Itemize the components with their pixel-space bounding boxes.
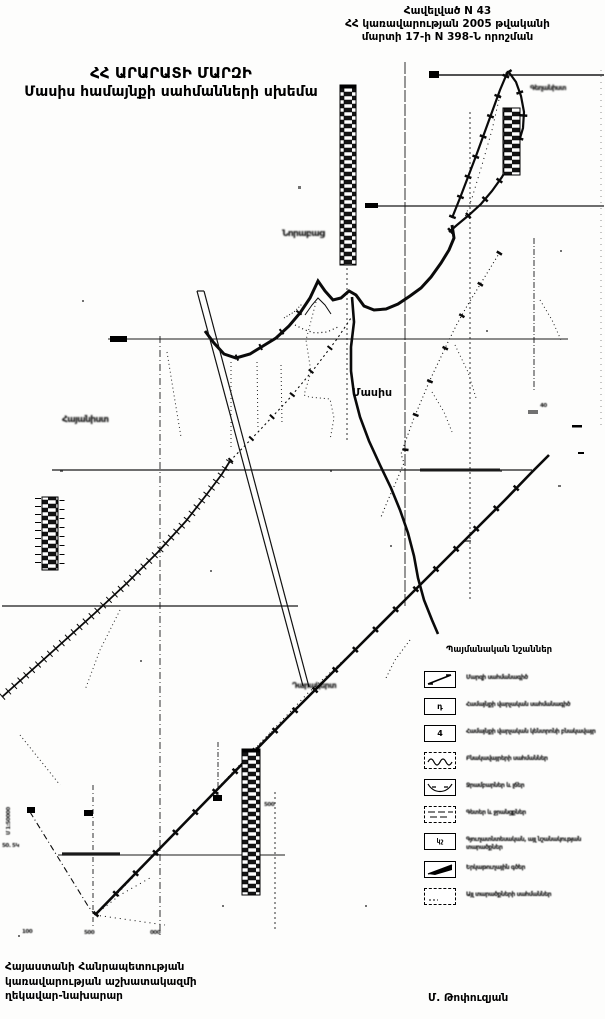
annex-reference: [295, 5, 600, 43]
footer-line-3: ղեկավար-նախարար: [5, 990, 123, 1003]
legend-item: [424, 806, 604, 823]
footer-line-2: կառավարության աշխատակազմի: [5, 975, 197, 988]
legend-item-label: Համայնքի վարչական կենտրոնի բնակավայր: [466, 728, 596, 735]
legend-item: [424, 752, 604, 769]
legend-item: [424, 888, 604, 905]
community-center-symbol: [424, 725, 456, 742]
railway-symbol: [424, 861, 456, 878]
legend-item-label: Երկաթուղային գծեր: [466, 864, 526, 871]
legend-item-label: Բնակավայրերի սահմաններ: [466, 755, 548, 762]
road-line: [205, 225, 454, 358]
legend-item: [424, 779, 604, 796]
land-use-symbol: [424, 833, 456, 850]
annex-line-1: Հավելված N 43: [403, 5, 492, 17]
railroad-strip-top-center: [340, 88, 356, 265]
legend-title: Պայմանական նշաններ: [446, 645, 553, 655]
legend: [424, 645, 604, 915]
map-label-south-settlement: Դարակերտ: [292, 681, 337, 690]
region-boundary-symbol: [424, 671, 456, 688]
annex-line-2: ՀՀ կառավարության 2005 թվականի: [345, 17, 550, 30]
legend-item-label: Գյուղատնտեսական, այլ նշանակության տարածքներ: [466, 836, 582, 851]
title-scheme: Մասիս համայնքի սահմանների սխեմա: [24, 84, 318, 100]
signatory-title-block: [5, 960, 305, 1004]
central-boundary-south: [351, 297, 438, 634]
grid-mark: 500: [264, 802, 275, 808]
map-label-northeast-settlement: Գեղանիստ: [530, 84, 566, 92]
grid-mark: 50. 5Կ: [2, 843, 20, 849]
legend-symbol-glyph: կշ: [436, 837, 444, 845]
annex-line-3: մարտի 17-ի N 398-Ն որոշման: [361, 30, 534, 43]
settlement-boundary-symbol: [424, 752, 456, 769]
grid-mark: 40: [540, 403, 547, 409]
legend-symbol-glyph: 4: [437, 728, 443, 738]
legend-item: [424, 861, 604, 878]
map-label-north-settlement: Նորաբաց: [282, 229, 325, 239]
legend-item: [424, 725, 604, 742]
community-boundary-symbol: [424, 698, 456, 715]
map-label-west-settlement: Հայանիստ: [62, 415, 109, 425]
other-areas-symbol: [424, 888, 456, 905]
railroad-strip-west: [42, 497, 58, 570]
legend-symbol-glyph: դ: [437, 701, 443, 711]
legend-item: [424, 698, 604, 715]
legend-item: [424, 671, 604, 688]
railroad-strip-northeast: [503, 108, 520, 175]
legend-item-label: Ջրամբարներ և լճեր: [466, 782, 525, 789]
grid-mark: 500: [84, 930, 95, 936]
legend-item: [424, 833, 604, 851]
map-label-community: Մասիս: [352, 386, 393, 399]
railroad-strip-bottom: [242, 752, 260, 895]
legend-item-label: Մարզի սահմանագիծ: [466, 674, 528, 681]
river-symbol: [424, 806, 456, 823]
footer-line-1: Հայաստանի Հանրապետության: [5, 961, 185, 973]
grid-mark: 000: [150, 930, 161, 936]
reservoir-symbol: [424, 779, 456, 796]
legend-item-label: Այլ տարածքների սահմաններ: [466, 891, 552, 898]
map-scale-note: Մ 1:50000: [6, 807, 12, 835]
title-region: ՀՀ ԱՐԱՐԱՏԻ ՄԱՐԶԻ: [90, 64, 252, 82]
grid-mark: 100: [22, 929, 33, 935]
legend-item-label: Համայնքի վարչական սահմանագիծ: [466, 701, 571, 708]
signatory-name: Մ. Թոփուզյան: [428, 992, 509, 1004]
community-boundary-east: [381, 252, 500, 517]
legend-item-label: Գետեր և ջրանցքներ: [466, 809, 526, 816]
